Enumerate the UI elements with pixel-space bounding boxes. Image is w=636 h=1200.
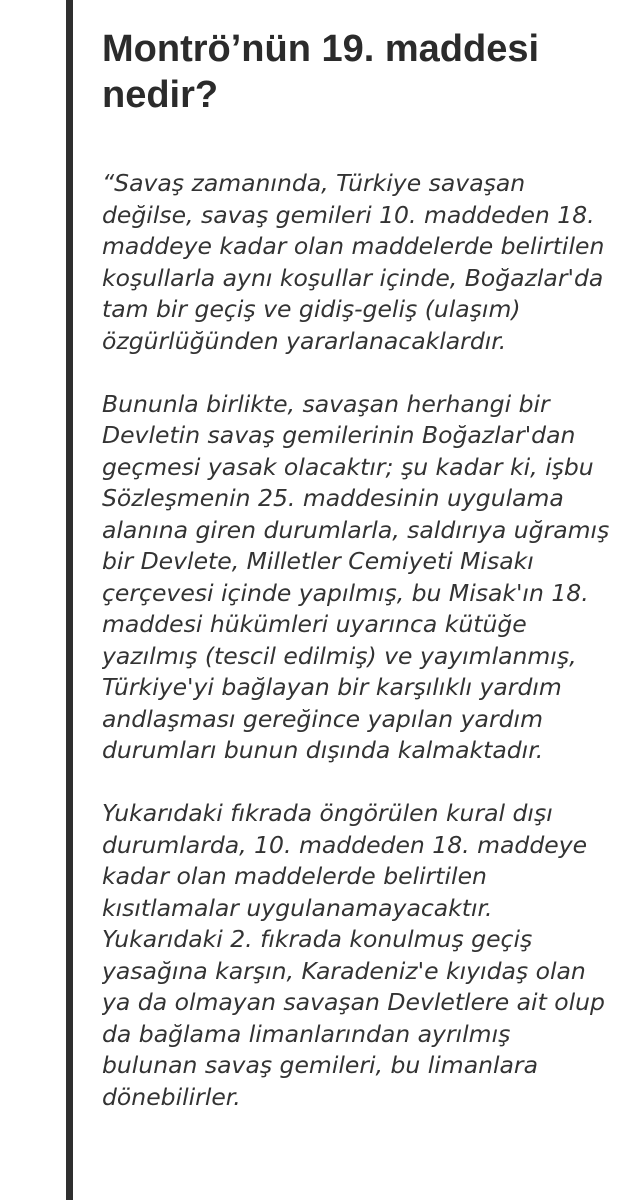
text-line: durumlarda, 10. maddeden 18. maddeye <box>102 830 588 859</box>
text-line: bulunan savaş gemileri, bu limanlara <box>102 1051 538 1079</box>
text-line: Yukarıdaki fıkrada öngörülen kural dışı <box>102 799 553 827</box>
text-line: Türkiye'yi bağlayan bir karşılıklı yardım <box>102 673 562 701</box>
article-title <box>102 26 636 118</box>
text-line: geçmesi yasak olacaktır; şu kadar ki, işbu <box>102 452 594 481</box>
quote-paragraph-2 <box>102 389 636 767</box>
text-line: Devletin savaş gemilerinin Boğazlar'dan <box>102 421 576 449</box>
text-line: özgürlüğünden yararlanacaklardır. <box>102 326 507 355</box>
text-line: maddesi hükümleri uyarınca kütüğe <box>102 610 527 638</box>
text-line: “Savaş zamanında, Türkiye savaşan <box>102 169 526 197</box>
text-line: Sözleşmenin 25. maddesinin uygulama <box>102 484 564 512</box>
text-line: durumları bunun dışında kalmaktadır. <box>102 736 544 764</box>
title-line: Montrö’nün 19. maddesi <box>102 28 540 70</box>
text-line: bir Devlete, Milletler Cemiyeti Misakı <box>102 547 534 575</box>
text-line: dönebilirler. <box>102 1082 241 1111</box>
text-line: çerçevesi içinde yapılmış, bu Misak'ın 18. <box>102 578 589 607</box>
text-line: tam bir geçiş ve gidiş-geliş (ulaşım) <box>102 295 521 323</box>
text-line: ya da olmayan savaşan Devletlere ait olup <box>102 988 605 1016</box>
article-quote <box>102 168 636 1113</box>
text-line: Yukarıdaki 2. fıkrada konulmuş geçiş <box>102 925 533 953</box>
text-line: koşullarla aynı koşullar içinde, Boğazlar'da <box>102 263 604 292</box>
quote-paragraph-3 <box>102 798 636 1113</box>
title-line: nedir? <box>102 74 219 116</box>
text-line: alanına giren durumlarla, saldırıya uğramış <box>102 515 610 544</box>
left-border-rule <box>66 0 73 1200</box>
text-line: kadar olan maddelerde belirtilen <box>102 862 487 890</box>
text-line: maddeye kadar olan maddelerde belirtilen <box>102 232 605 260</box>
quote-paragraph-1 <box>102 168 636 357</box>
text-line: yazılmış (tescil edilmiş) ve yayımlanmış, <box>102 641 577 670</box>
text-line: yasağına karşın, Karadeniz'e kıyıdaş olan <box>102 956 586 985</box>
text-line: da bağlama limanlarından ayrılmış <box>102 1019 511 1048</box>
article <box>102 26 636 1145</box>
text-line: kısıtlamalar uygulanamayacaktır. <box>102 893 493 922</box>
text-line: Bununla birlikte, savaşan herhangi bir <box>102 389 550 418</box>
text-line: değilse, savaş gemileri 10. maddeden 18. <box>102 200 595 229</box>
text-line: andlaşması gereğince yapılan yardım <box>102 704 543 733</box>
